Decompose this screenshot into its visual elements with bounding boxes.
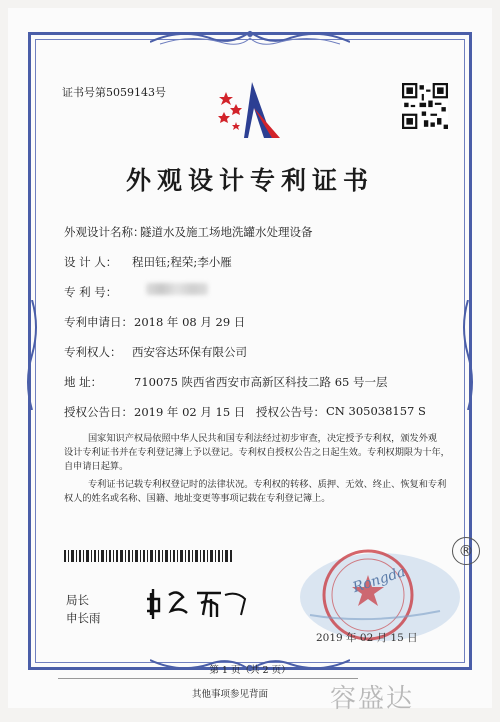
paragraph-line: 专利证书记载专利权登记时的法律状况。专利权的转移、质押、无效、终止、恢复和专利 (88, 479, 447, 490)
top-ornament (150, 26, 350, 48)
address-label: 地 址： (64, 375, 103, 389)
certificate-title: 外观设计专利证书 (125, 166, 374, 195)
grant-date-label: 授权公告日： (64, 405, 133, 419)
designer-label: 设 计 人： (64, 255, 118, 269)
filing-date-label: 专利申请日： (64, 315, 133, 329)
paragraph-line: 自申请日起算。 (64, 461, 129, 472)
director-title: 局长 (66, 593, 89, 607)
page-info: 第 1 页（共 2 页） (209, 665, 291, 676)
qr-code-icon (402, 83, 448, 129)
seal-date: 2019 年 02 月 15 日 (316, 632, 418, 644)
address-value: 710075 陕西省西安市高新区科技二路 65 号一层 (134, 375, 388, 389)
patentee-label: 专利权人： (64, 345, 122, 359)
corner-watermark: 容盛达 (330, 684, 415, 714)
design-name-label: 外观设计名称： (64, 225, 145, 239)
left-ornament (24, 300, 40, 410)
handwritten-signature (145, 585, 255, 621)
filing-date-value: 2018 年 08 月 29 日 (134, 315, 246, 329)
director-name: 申长雨 (66, 611, 101, 625)
patent-number-label: 专 利 号： (64, 285, 118, 299)
patentee-value: 西安容达环保有限公司 (132, 345, 247, 359)
paragraph-line: 设计专利证书并在专利登记簿上予以登记。专利权自授权公告之日起生效。专利权期限为十年， (64, 447, 450, 458)
footer-note: 其他事项参见背面 (192, 689, 269, 700)
barcode-icon (64, 550, 232, 562)
paragraph-line: 国家知识产权局依照中华人民共和国专利法经过初步审查，决定授予专利权，颁发外观 (88, 433, 438, 444)
grant-date-value: 2019 年 02 月 15 日 (134, 405, 246, 419)
grant-number-value: CN 305038157 S (326, 404, 426, 418)
certificate-number: 证书号第5059143号 (62, 86, 166, 99)
grant-number-label: 授权公告号： (256, 405, 325, 419)
footer-divider (58, 678, 358, 679)
seal-watermark-text: Rongda (350, 564, 408, 596)
patent-office-logo (214, 78, 290, 144)
designer-value: 程田钰;程荣;李小雁 (132, 255, 232, 269)
paragraph-line: 权人的姓名或名称、国籍、地址变更等事项记载在专利登记簿上。 (64, 493, 331, 504)
design-name-value: 隧道水及施工场地洗罐水处理设备 (140, 225, 313, 239)
right-ornament (460, 300, 476, 410)
patent-number-redacted (146, 283, 208, 295)
registered-mark-icon: ® (452, 537, 480, 565)
